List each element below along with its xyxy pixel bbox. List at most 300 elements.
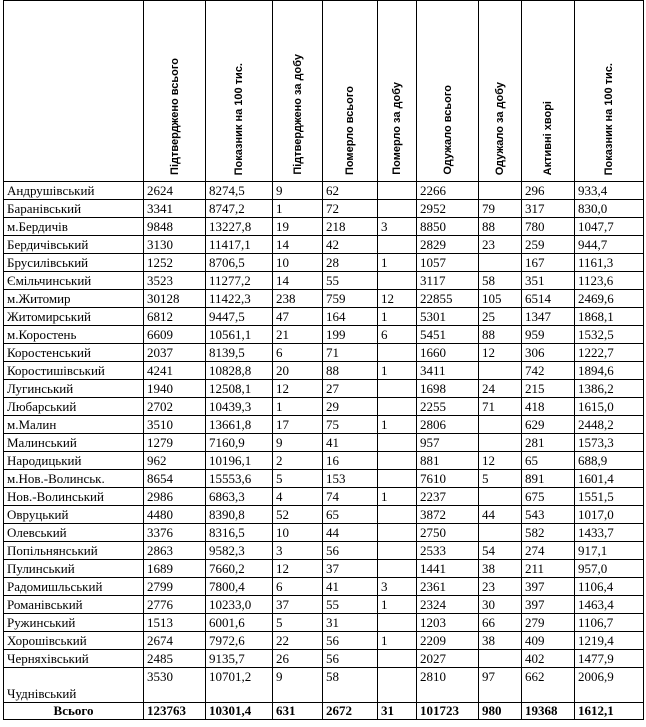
cell-recovered-daily: 58 — [479, 272, 522, 290]
cell-active-rate-per-100k: 1222,7 — [575, 344, 644, 362]
table-row — [4, 470, 644, 488]
cell-confirmed-total: 3510 — [144, 416, 206, 434]
cell-confirmed-total: 4480 — [144, 506, 206, 524]
cell-deaths-total: 55 — [323, 596, 378, 614]
cell-confirmed-daily: 14 — [273, 272, 323, 290]
cell-recovered-daily: 38 — [479, 560, 522, 578]
cell-confirmed-daily: 47 — [273, 308, 323, 326]
district-name: Житомирський — [4, 308, 144, 326]
district-name: Нов.-Волинський — [4, 488, 144, 506]
cell-confirmed-daily: 52 — [273, 506, 323, 524]
district-name: Коростенський — [4, 344, 144, 362]
cell-active-cases: 279 — [522, 614, 575, 632]
district-name: Любарський — [4, 398, 144, 416]
cell-recovered-daily: 25 — [479, 308, 522, 326]
cell-rate-per-100k: 11277,2 — [206, 272, 273, 290]
cell-recovered-total: 2361 — [417, 578, 479, 596]
cell-confirmed-daily: 9 — [273, 668, 323, 703]
cell-active-cases: 662 — [522, 668, 575, 703]
cell-deaths-daily: 3 — [378, 218, 417, 236]
district-name: м.Малин — [4, 416, 144, 434]
cell-recovered-daily: 23 — [479, 578, 522, 596]
cell-rate-per-100k: 13661,8 — [206, 416, 273, 434]
cell-rate-per-100k: 10233,0 — [206, 596, 273, 614]
cell-rate-per-100k: 12508,1 — [206, 380, 273, 398]
cell-deaths-daily: 1 — [378, 362, 417, 380]
cell-deaths-daily: 1 — [378, 308, 417, 326]
district-name: Баранівський — [4, 200, 144, 218]
header-label: Показник на 100 тис. — [233, 62, 245, 175]
district-name: Олевський — [4, 524, 144, 542]
cell-active-cases: 543 — [522, 506, 575, 524]
cell-active-cases: 629 — [522, 416, 575, 434]
cell-active-rate-per-100k: 2469,6 — [575, 290, 644, 308]
cell-active-cases: 418 — [522, 398, 575, 416]
cell-active-rate-per-100k: 1573,3 — [575, 434, 644, 452]
cell-rate-per-100k: 8706,5 — [206, 254, 273, 272]
district-name: Чуднівський — [4, 668, 144, 703]
cell-active-cases: 296 — [522, 182, 575, 200]
district-name: м.Нов.-Волинськ. — [4, 470, 144, 488]
header-recovered-daily — [479, 1, 522, 182]
table-row — [4, 452, 644, 470]
cell-recovered-daily: 24 — [479, 380, 522, 398]
total-recovered-daily: 980 — [479, 703, 522, 720]
cell-recovered-total: 2810 — [417, 668, 479, 703]
cell-confirmed-total: 3341 — [144, 200, 206, 218]
cell-active-rate-per-100k: 1615,0 — [575, 398, 644, 416]
cell-deaths-total: 55 — [323, 272, 378, 290]
total-label: Всього — [4, 703, 144, 720]
cell-deaths-total: 28 — [323, 254, 378, 272]
cell-confirmed-total: 1279 — [144, 434, 206, 452]
table-row — [4, 434, 644, 452]
cell-recovered-daily: 38 — [479, 632, 522, 650]
cell-active-cases: 351 — [522, 272, 575, 290]
table-row — [4, 380, 644, 398]
cell-confirmed-daily: 9 — [273, 182, 323, 200]
cell-deaths-daily — [378, 668, 417, 703]
cell-confirmed-total: 2037 — [144, 344, 206, 362]
cell-confirmed-daily: 6 — [273, 344, 323, 362]
table-row — [4, 290, 644, 308]
cell-recovered-total: 7610 — [417, 470, 479, 488]
cell-confirmed-total: 2624 — [144, 182, 206, 200]
table-body — [4, 182, 644, 703]
total-row — [4, 703, 644, 720]
cell-confirmed-daily: 22 — [273, 632, 323, 650]
header-row — [4, 1, 644, 182]
district-name: Овруцький — [4, 506, 144, 524]
cell-deaths-daily — [378, 650, 417, 668]
table-row — [4, 344, 644, 362]
cell-recovered-total: 2829 — [417, 236, 479, 254]
header-label: Одужало за добу — [494, 81, 506, 175]
header-deaths-total — [323, 1, 378, 182]
cell-confirmed-daily: 4 — [273, 488, 323, 506]
cell-rate-per-100k: 8274,5 — [206, 182, 273, 200]
cell-rate-per-100k: 9447,5 — [206, 308, 273, 326]
cell-deaths-daily — [378, 398, 417, 416]
cell-recovered-daily: 5 — [479, 470, 522, 488]
cell-confirmed-total: 2863 — [144, 542, 206, 560]
cell-deaths-total: 37 — [323, 560, 378, 578]
cell-active-cases: 65 — [522, 452, 575, 470]
cell-deaths-daily: 12 — [378, 290, 417, 308]
cell-deaths-total: 218 — [323, 218, 378, 236]
cell-rate-per-100k: 10561,1 — [206, 326, 273, 344]
cell-deaths-total: 58 — [323, 668, 378, 703]
cell-confirmed-daily: 1 — [273, 200, 323, 218]
cell-active-cases: 675 — [522, 488, 575, 506]
table-row — [4, 524, 644, 542]
cell-active-rate-per-100k: 830,0 — [575, 200, 644, 218]
cell-active-cases: 397 — [522, 578, 575, 596]
total-confirmed-daily: 631 — [273, 703, 323, 720]
cell-recovered-total: 2255 — [417, 398, 479, 416]
header-label: Одужало всього — [441, 85, 454, 175]
cell-active-rate-per-100k: 1551,5 — [575, 488, 644, 506]
cell-recovered-daily: 44 — [479, 506, 522, 524]
header-label: Померло всього — [344, 85, 356, 175]
total-deaths-total: 2672 — [323, 703, 378, 720]
table-row — [4, 326, 644, 344]
cell-confirmed-daily: 10 — [273, 254, 323, 272]
district-name: Ємільчинський — [4, 272, 144, 290]
cell-active-cases: 397 — [522, 596, 575, 614]
header-label: Підтверджено всього — [168, 58, 181, 175]
cell-confirmed-total: 1252 — [144, 254, 206, 272]
header-confirmed-total — [144, 1, 206, 182]
total-active-cases: 19368 — [522, 703, 575, 720]
table-row — [4, 506, 644, 524]
cell-confirmed-total: 3376 — [144, 524, 206, 542]
cell-active-rate-per-100k: 1868,1 — [575, 308, 644, 326]
district-name: м.Житомир — [4, 290, 144, 308]
cell-deaths-daily: 1 — [378, 632, 417, 650]
district-name: Попільнянський — [4, 542, 144, 560]
cell-confirmed-daily: 19 — [273, 218, 323, 236]
table-row — [4, 560, 644, 578]
cell-confirmed-total: 2799 — [144, 578, 206, 596]
district-name: м.Бердичів — [4, 218, 144, 236]
cell-deaths-total: 44 — [323, 524, 378, 542]
header-label: Показник на 100 тис. — [603, 62, 615, 175]
total-rate-per-100k: 10301,4 — [206, 703, 273, 720]
cell-confirmed-total: 8654 — [144, 470, 206, 488]
cell-rate-per-100k: 9135,7 — [206, 650, 273, 668]
cell-deaths-daily — [378, 380, 417, 398]
cell-recovered-total: 1660 — [417, 344, 479, 362]
cell-active-rate-per-100k: 1106,7 — [575, 614, 644, 632]
total-confirmed-total: 123763 — [144, 703, 206, 720]
cell-active-cases: 409 — [522, 632, 575, 650]
cell-deaths-daily — [378, 524, 417, 542]
cell-confirmed-total: 2986 — [144, 488, 206, 506]
cell-recovered-daily — [479, 254, 522, 272]
cell-active-rate-per-100k: 688,9 — [575, 452, 644, 470]
cell-active-rate-per-100k: 957,0 — [575, 560, 644, 578]
district-name: Малинський — [4, 434, 144, 452]
cell-deaths-total: 199 — [323, 326, 378, 344]
cell-confirmed-daily: 14 — [273, 236, 323, 254]
cell-rate-per-100k: 6001,6 — [206, 614, 273, 632]
cell-confirmed-daily: 3 — [273, 542, 323, 560]
cell-recovered-daily: 97 — [479, 668, 522, 703]
cell-deaths-total: 56 — [323, 632, 378, 650]
table-row — [4, 272, 644, 290]
cell-deaths-daily — [378, 236, 417, 254]
table-row — [4, 218, 644, 236]
cell-active-rate-per-100k: 2006,9 — [575, 668, 644, 703]
cell-active-cases: 215 — [522, 380, 575, 398]
district-name: Ружинський — [4, 614, 144, 632]
cell-recovered-total: 1057 — [417, 254, 479, 272]
cell-confirmed-total: 3523 — [144, 272, 206, 290]
cell-recovered-total: 2806 — [417, 416, 479, 434]
cell-deaths-daily: 1 — [378, 488, 417, 506]
cell-active-rate-per-100k: 1017,0 — [575, 506, 644, 524]
cell-active-rate-per-100k: 1477,9 — [575, 650, 644, 668]
cell-active-cases: 959 — [522, 326, 575, 344]
cell-confirmed-daily: 21 — [273, 326, 323, 344]
cell-deaths-daily — [378, 434, 417, 452]
cell-active-cases: 167 — [522, 254, 575, 272]
header-label: Померло за добу — [391, 82, 403, 175]
header-recovered-total — [417, 1, 479, 182]
cell-recovered-total: 5301 — [417, 308, 479, 326]
cell-deaths-daily — [378, 200, 417, 218]
cell-deaths-daily — [378, 506, 417, 524]
cell-active-cases: 259 — [522, 236, 575, 254]
table-row — [4, 398, 644, 416]
cell-deaths-daily: 6 — [378, 326, 417, 344]
cell-rate-per-100k: 10828,8 — [206, 362, 273, 380]
cell-rate-per-100k: 7972,6 — [206, 632, 273, 650]
cell-active-cases: 281 — [522, 434, 575, 452]
cell-active-rate-per-100k: 1106,4 — [575, 578, 644, 596]
cell-confirmed-daily: 1 — [273, 398, 323, 416]
cell-recovered-total: 2750 — [417, 524, 479, 542]
cell-recovered-total: 8850 — [417, 218, 479, 236]
total-recovered-total: 101723 — [417, 703, 479, 720]
cell-rate-per-100k: 10701,2 — [206, 668, 273, 703]
header-deaths-daily — [378, 1, 417, 182]
cell-recovered-daily: 105 — [479, 290, 522, 308]
table-row — [4, 362, 644, 380]
table-row — [4, 200, 644, 218]
cell-active-rate-per-100k: 1894,6 — [575, 362, 644, 380]
cell-deaths-total: 41 — [323, 434, 378, 452]
district-name: Бердичівський — [4, 236, 144, 254]
cell-confirmed-daily: 5 — [273, 614, 323, 632]
cell-deaths-total: 164 — [323, 308, 378, 326]
table-row — [4, 488, 644, 506]
cell-rate-per-100k: 8747,2 — [206, 200, 273, 218]
table-row — [4, 668, 644, 703]
cell-active-rate-per-100k: 933,4 — [575, 182, 644, 200]
cell-deaths-total: 72 — [323, 200, 378, 218]
cell-confirmed-daily: 6 — [273, 578, 323, 596]
cell-recovered-daily: 12 — [479, 344, 522, 362]
cell-recovered-total: 22855 — [417, 290, 479, 308]
cell-confirmed-total: 962 — [144, 452, 206, 470]
covid-stats-table — [3, 0, 644, 720]
cell-recovered-daily — [479, 416, 522, 434]
cell-active-cases: 742 — [522, 362, 575, 380]
cell-confirmed-total: 1940 — [144, 380, 206, 398]
cell-active-rate-per-100k: 1161,3 — [575, 254, 644, 272]
cell-confirmed-total: 9848 — [144, 218, 206, 236]
total-active-rate-per-100k: 1612,1 — [575, 703, 644, 720]
cell-recovered-total: 2533 — [417, 542, 479, 560]
cell-active-rate-per-100k: 944,7 — [575, 236, 644, 254]
cell-rate-per-100k: 9582,3 — [206, 542, 273, 560]
district-name: Брусилівський — [4, 254, 144, 272]
cell-active-rate-per-100k: 1123,6 — [575, 272, 644, 290]
table-row — [4, 182, 644, 200]
district-name: Андрушівський — [4, 182, 144, 200]
cell-active-cases: 211 — [522, 560, 575, 578]
cell-deaths-total: 75 — [323, 416, 378, 434]
cell-confirmed-total: 6609 — [144, 326, 206, 344]
cell-recovered-daily: 30 — [479, 596, 522, 614]
cell-rate-per-100k: 10196,1 — [206, 452, 273, 470]
cell-rate-per-100k: 8316,5 — [206, 524, 273, 542]
table-row — [4, 578, 644, 596]
cell-recovered-total: 2266 — [417, 182, 479, 200]
cell-deaths-daily — [378, 344, 417, 362]
cell-active-rate-per-100k: 917,1 — [575, 542, 644, 560]
cell-recovered-total: 2237 — [417, 488, 479, 506]
header-label: Активні хворі — [542, 100, 554, 175]
district-name: Хорошівський — [4, 632, 144, 650]
cell-deaths-total: 29 — [323, 398, 378, 416]
cell-confirmed-daily: 37 — [273, 596, 323, 614]
district-name: Коростишівський — [4, 362, 144, 380]
cell-deaths-daily: 1 — [378, 416, 417, 434]
cell-confirmed-total: 4241 — [144, 362, 206, 380]
cell-recovered-daily — [479, 362, 522, 380]
cell-confirmed-daily: 12 — [273, 380, 323, 398]
cell-confirmed-daily: 5 — [273, 470, 323, 488]
cell-confirmed-total: 1689 — [144, 560, 206, 578]
cell-recovered-total: 2324 — [417, 596, 479, 614]
cell-recovered-daily: 23 — [479, 236, 522, 254]
cell-active-cases: 306 — [522, 344, 575, 362]
cell-active-cases: 780 — [522, 218, 575, 236]
cell-deaths-daily — [378, 560, 417, 578]
cell-confirmed-daily: 17 — [273, 416, 323, 434]
cell-deaths-total: 31 — [323, 614, 378, 632]
cell-deaths-total: 41 — [323, 578, 378, 596]
cell-recovered-daily: 54 — [479, 542, 522, 560]
cell-confirmed-daily: 9 — [273, 434, 323, 452]
cell-recovered-total: 3411 — [417, 362, 479, 380]
cell-recovered-total: 3872 — [417, 506, 479, 524]
cell-deaths-daily: 3 — [378, 578, 417, 596]
cell-deaths-daily: 1 — [378, 596, 417, 614]
cell-deaths-total: 65 — [323, 506, 378, 524]
cell-recovered-daily — [479, 434, 522, 452]
cell-rate-per-100k: 11417,1 — [206, 236, 273, 254]
cell-deaths-total: 71 — [323, 344, 378, 362]
cell-rate-per-100k: 7160,9 — [206, 434, 273, 452]
cell-deaths-daily: 1 — [378, 254, 417, 272]
cell-confirmed-daily: 20 — [273, 362, 323, 380]
cell-recovered-daily — [479, 182, 522, 200]
cell-recovered-total: 957 — [417, 434, 479, 452]
cell-rate-per-100k: 10439,3 — [206, 398, 273, 416]
header-district — [4, 1, 144, 182]
cell-deaths-daily — [378, 272, 417, 290]
header-active-rate-per-100k — [575, 1, 644, 182]
header-rate-per-100k — [206, 1, 273, 182]
cell-deaths-total: 88 — [323, 362, 378, 380]
cell-recovered-daily — [479, 524, 522, 542]
table-row — [4, 254, 644, 272]
cell-active-cases: 1347 — [522, 308, 575, 326]
cell-deaths-total: 759 — [323, 290, 378, 308]
cell-active-cases: 274 — [522, 542, 575, 560]
cell-recovered-total: 2209 — [417, 632, 479, 650]
cell-deaths-daily — [378, 182, 417, 200]
cell-recovered-daily — [479, 650, 522, 668]
table-row — [4, 236, 644, 254]
district-name: Лугинський — [4, 380, 144, 398]
cell-active-cases: 6514 — [522, 290, 575, 308]
cell-active-cases: 317 — [522, 200, 575, 218]
cell-active-rate-per-100k: 1386,2 — [575, 380, 644, 398]
table-row — [4, 308, 644, 326]
cell-recovered-total: 3117 — [417, 272, 479, 290]
cell-active-cases: 582 — [522, 524, 575, 542]
cell-active-cases: 891 — [522, 470, 575, 488]
cell-confirmed-daily: 26 — [273, 650, 323, 668]
cell-recovered-daily: 88 — [479, 326, 522, 344]
cell-deaths-daily — [378, 452, 417, 470]
table-row — [4, 596, 644, 614]
cell-recovered-daily: 71 — [479, 398, 522, 416]
cell-rate-per-100k: 8139,5 — [206, 344, 273, 362]
cell-confirmed-daily: 2 — [273, 452, 323, 470]
district-name: Народицький — [4, 452, 144, 470]
cell-confirmed-total: 2485 — [144, 650, 206, 668]
cell-confirmed-total: 6812 — [144, 308, 206, 326]
district-name: м.Коростень — [4, 326, 144, 344]
cell-recovered-daily: 88 — [479, 218, 522, 236]
cell-recovered-total: 2027 — [417, 650, 479, 668]
cell-confirmed-daily: 10 — [273, 524, 323, 542]
cell-confirmed-total: 3130 — [144, 236, 206, 254]
cell-confirmed-total: 3530 — [144, 668, 206, 703]
cell-deaths-total: 153 — [323, 470, 378, 488]
table-row — [4, 632, 644, 650]
cell-recovered-total: 5451 — [417, 326, 479, 344]
district-name: Романівський — [4, 596, 144, 614]
cell-deaths-daily — [378, 614, 417, 632]
cell-deaths-total: 56 — [323, 650, 378, 668]
cell-confirmed-total: 1513 — [144, 614, 206, 632]
cell-rate-per-100k: 7800,4 — [206, 578, 273, 596]
cell-confirmed-total: 30128 — [144, 290, 206, 308]
cell-rate-per-100k: 6863,3 — [206, 488, 273, 506]
header-label: Підтверджено за добу — [291, 54, 304, 175]
cell-recovered-daily: 12 — [479, 452, 522, 470]
cell-deaths-daily — [378, 470, 417, 488]
header-active-cases — [522, 1, 575, 182]
cell-deaths-total: 56 — [323, 542, 378, 560]
